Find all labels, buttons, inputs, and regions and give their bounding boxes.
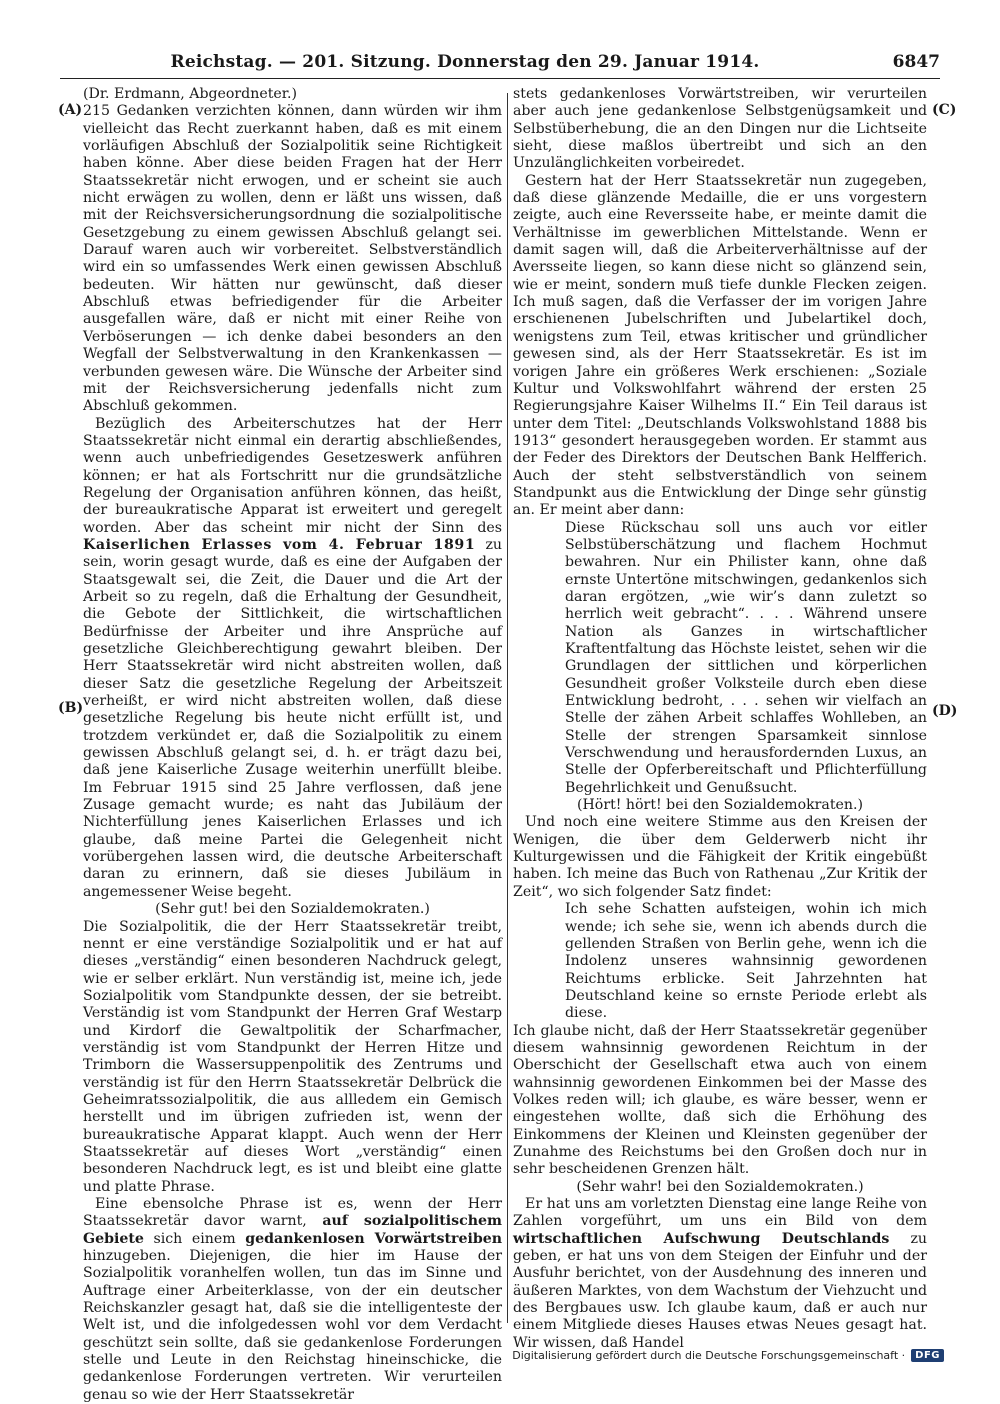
left-column [83, 86, 502, 1404]
paragraph [83, 416, 502, 902]
text-run: zu sein, worin gesagt wurde, daß es eine der Aufgaben der Staatsgewalt sei, die Zeit, die Dauer und die Art der Arbeit so zu regeln, daß die Erhaltung der Gesundheit, die Gebote der Sittlichkeit, die wirtschaftlichen Bedürfnisse der Arbeiter und ihre Ansprüche auf gesetzliche Gleichberechtigung gewahrt bleiben. Der Herr Staatssekretär wird nicht abstreiten wollen, daß dieser Satz die gesetzliche Regelung der Arbeitszeit verheißt, er wird nicht abstreiten wollen, daß diese gesetzliche Regelung bis heute nicht erfüllt ist, und trotzdem verkündet er, daß die Sozialpolitik zu einem gewissen Abschluß gelangt sei, d. h. er trägt dazu bei, daß jene Kaiserliche Zusage weiterhin unerfüllt bleibe. Im Februar 1915 sind 25 Jahre verflossen, daß jene Zusage gemacht wurde; es naht das Jubiläum der Nichterfüllung jenes Kaiserlichen Erlasses und ich glaube, daß meine Partei die Gelegenheit nicht vorübergehen lassen wird, die deutsche Arbeiterschaft daran zu erinnern, daß sie dieses Jubiläum in angemessener Weise begeht. [83, 536, 502, 900]
page-number: 6847 [892, 52, 940, 72]
emphasis: gedankenlosen Vorwärtstreiben [245, 1230, 502, 1247]
interjection: (Sehr gut! bei den Sozialdemokraten.) [155, 901, 430, 918]
dfg-logo: DFG [911, 1349, 944, 1362]
paragraph: Ich glaube nicht, daß der Herr Staatssekretär gegenüber diesem wahnsinnig gewordenen Reichtum in der Oberschicht der Gesellschaft etwa auch von einem wahnsinnig gewordenen Einkommen bei der Masse des Volkes reden will; ich glaube, es wäre besser, wenn er eingestehen wollte, daß sich die Erhöhung des Einkommens der Kleinen und Kleinsten gegenüber der Zunahme des Reichstums bei den Großen doch nur in sehr bescheidenen Grenzen hält. [513, 1022, 927, 1178]
margin-letter-b: (B) [58, 700, 84, 716]
text-run: Bezüglich des Arbeiterschutzes hat der Herr Staatssekretär nicht einmal ein derartig abschließendes, wenn auch unbefriedigendes Gesetzeswerk anführen können; er hat als Fortschritt nur die grundsätzliche Regelung der Organisation anführen können, das heißt, der bureaukratische Apparat ist erweitert und geregelt worden. Aber das scheint mir nicht der Sinn des [83, 415, 502, 536]
right-column [513, 86, 927, 1352]
text-run: Er hat uns am vorletzten Dienstag eine lange Reihe von Zahlen vorgeführt, um uns ein Bild von dem [513, 1196, 927, 1230]
margin-letter-a: (A) [58, 102, 83, 118]
text-run: Eine ebensolche Phrase ist es, wenn der Herr Staatssekretär davor warnt, [83, 1196, 502, 1230]
paragraph: stets gedankenloses Vorwärtstreiben, wir verurteilen aber auch jene gedankenlose Selbstgenügsamkeit und Selbstüberhebung, die an den Dingen nur die Lichtseite sieht, diese maßlos übertreibt und sich an den Unzulänglichkeiten vorbeiredet. [513, 86, 927, 172]
column-divider [507, 93, 508, 1323]
paragraph: Und noch eine weitere Stimme aus den Kreisen der Wenigen, die über dem Gelderwerb nicht ihr Kulturgewissen und die Fähigkeit der Kritik eingebüßt haben. Ich meine das Buch von Rathenau „Zur Kritik der Zeit“, wo sich folgender Satz findet: [513, 814, 927, 900]
paragraph: 215 Gedanken verzichten können, dann würden wir ihm vielleicht das Recht zuerkannt haben, daß es mit einem vorläufigen Abschluß der Sozialpolitik seine Richtigkeit haben könne. Aber diese beiden Fragen hat der Herr Staatssekretär nicht erwogen, und er scheint sie auch nicht erwägen zu wollen, denn er läßt uns wissen, daß mit der Reichsversicherungsordnung die sozialpolitische Gesetzgebung zu einem gewissen Abschluß gelangt sei. Darauf waren auch wir vorbereitet. Selbstverständlich wird ein so umfassendes Werk einen gewissen Abschluß bedeuten. Wir hätten nur gewünscht, daß dieser Abschluß etwas befriedigender für die Arbeiter ausgefallen wäre, daß er nicht mit einer Reihe von Verböserungen — ich denke dabei besonders an den Wegfall der Selbstverwaltung in den Krankenkassen — verbunden gewesen wäre. Die Wünsche der Arbeiter sind mit der Reichsversicherung jedenfalls nicht zum Abschluß gekommen. [83, 103, 502, 415]
block-quote: Ich sehe Schatten aufsteigen, wohin ich mich wende; ich sehe sie, wenn ich abends durch die gellenden Straßen von Berlin gehe, wenn ich die Indolenz unseres wahnsinnig gewordenen Reichtums erblicke. Seit Jahrzehnten hat Deutschland keine so ernste Periode erlebt als diese. [565, 901, 927, 1022]
digitization-credit [512, 1349, 944, 1362]
page-header [60, 52, 940, 79]
credit-text: Digitalisierung gefördert durch die Deutsche Forschungsgemeinschaft · [512, 1349, 906, 1362]
margin-letter-d: (D) [932, 703, 958, 719]
paragraph: Gestern hat der Herr Staatssekretär nun zugegeben, daß diese glänzende Medaille, die er uns vorgestern zeigte, auch eine Reversseite habe, er meinte damit die Verhältnisse im gewerblichen Mittelstande. Wenn er damit sagen will, daß die Arbeiterverhältnisse auf der Aversseite liegen, so kann diese nicht so glänzend sein, wie er meint, sondern muß tiefe dunkle Flecken zeigen. Ich muß sagen, daß die Verfasser der im vorigen Jahre erschienenen Jubelschriften und Jubelartikel doch, wenigstens zum Teil, etwas kritischer und gründlicher gewesen sind, als der Herr Staatssekretär. Es ist im vorigen Jahre ein größeres Werk erschienen: „Soziale Kultur und Volkswohlfahrt während der ersten 25 Regierungsjahre Kaiser Wilhelms II.“ Ein Teil daraus ist unter dem Titel: „Deutschlands Volkswohlstand 1888 bis 1913“ gesondert herausgegeben worden. Er stammt aus der Feder des Direktors der Deutschen Bank Helfferich. Auch der steht selbstverständlich von seinem Standpunkt aus die Entwicklung der Dinge sehr günstig an. Er meint aber dann: [513, 172, 927, 519]
paragraph [513, 1196, 927, 1352]
text-run: zu geben, er hat uns von dem Steigen der Einfuhr und der Ausfuhr berichtet, von der Ausdehnung des inneren und äußeren Marktes, von dem Wachstum der Viehzucht und des Bergbaues usw. Ich glaube kaum, daß er auch nur einem Mitgliede dieses Hauses etwas Neues gesagt hat. Wir wissen, daß Handel [513, 1230, 928, 1351]
emphasis: Kaiserlichen Erlasses vom 4. Februar 1891 [83, 536, 476, 553]
interjection: (Hört! hört! bei den Sozialdemokraten.) [576, 797, 864, 814]
paragraph [83, 1196, 502, 1404]
speaker-line: (Dr. Erdmann, Abgeordneter.) [83, 86, 297, 102]
text-run: sich einem [153, 1230, 236, 1247]
paragraph: Die Sozialpolitik, die der Herr Staatssekretär treibt, nennt er eine verständige Sozialpolitik und er hat auf dieses „verständig“ einen besonderen Nachdruck gelegt, wie er selber erklärt. Nun verständig ist, meine ich, jede Sozialpolitik vom Standpunkte dessen, der sie betreibt. Verständig ist vom Standpunkt der Herren Graf Westarp und Kirdorf die Gewaltpolitik der Scharfmacher, verständig ist vom Standpunkt der Herren Hitze und Trimborn die Wassersuppenpolitik des Zentrums und verständig ist für den Herrn Staatssekretär Delbrück die Geheimratssozialpolitik, die aus allledem ein Gemisch herstellt und im übrigen zufrieden ist, wenn der bureaukratische Apparat klappt. Auch wenn der Herr Staatssekretär auf dieses Wort „verständig“ einen besonderen Nachdruck legt, es ist und bleibt eine glatte und platte Phrase. [83, 918, 502, 1195]
interjection: (Sehr wahr! bei den Sozialdemokraten.) [576, 1178, 864, 1195]
emphasis: wirtschaftlichen Aufschwung Deutschlands [513, 1230, 890, 1247]
margin-letter-c: (C) [932, 102, 957, 118]
block-quote: Diese Rückschau soll uns auch vor eitler Selbstüberschätzung und flachem Hochmut bewahren. Nur ein Philister kann, ohne daß ernste Untertöne mitschwingen, gedankenlos sich daran ergötzen, „wie wir’s dann zuletzt so herrlich weit gebracht“. . . . Während unsere Nation als Ganzes in wirtschaftlicher Kraftentfaltung das Höchste leistet, sehen wir die Grundlagen der sittlichen und körperlichen Gesundheit großer Volksteile durch eben diese Entwicklung bedroht, . . . sehen wir vielfach an Stelle der zähen Arbeit schlaffes Wohlleben, an Stelle der strengen Sparsamkeit sinnlose Verschwendung und herausfordernden Luxus, an Stelle der Opferbereitschaft und Pflichterfüllung Begehrlichkeit und Genußsucht. [565, 519, 927, 796]
running-head: Reichstag. — 201. Sitzung. Donnerstag den 29. Januar 1914. [170, 52, 760, 72]
emphasis: auf sozialpolitischem Gebiete [83, 1213, 502, 1247]
text-run: hinzugeben. Diejenigen, die hier im Hause der Sozialpolitik voranhelfen wollen, tun das im Sinne und Auftrage einer Arbeiterklasse, von der ein deutscher Reichskanzler gesagt hat, daß sie die intelligenteste der Welt ist, und die infolgedessen wohl vor dem Verdacht geschützt sein sollte, daß sie gedankenlose Forderungen stelle und Leute in den Reichstag hineinschicke, die gedankenlose Forderungen vertreten. Wir verurteilen genau so wie der Herr Staatssekretär [83, 1248, 502, 1403]
